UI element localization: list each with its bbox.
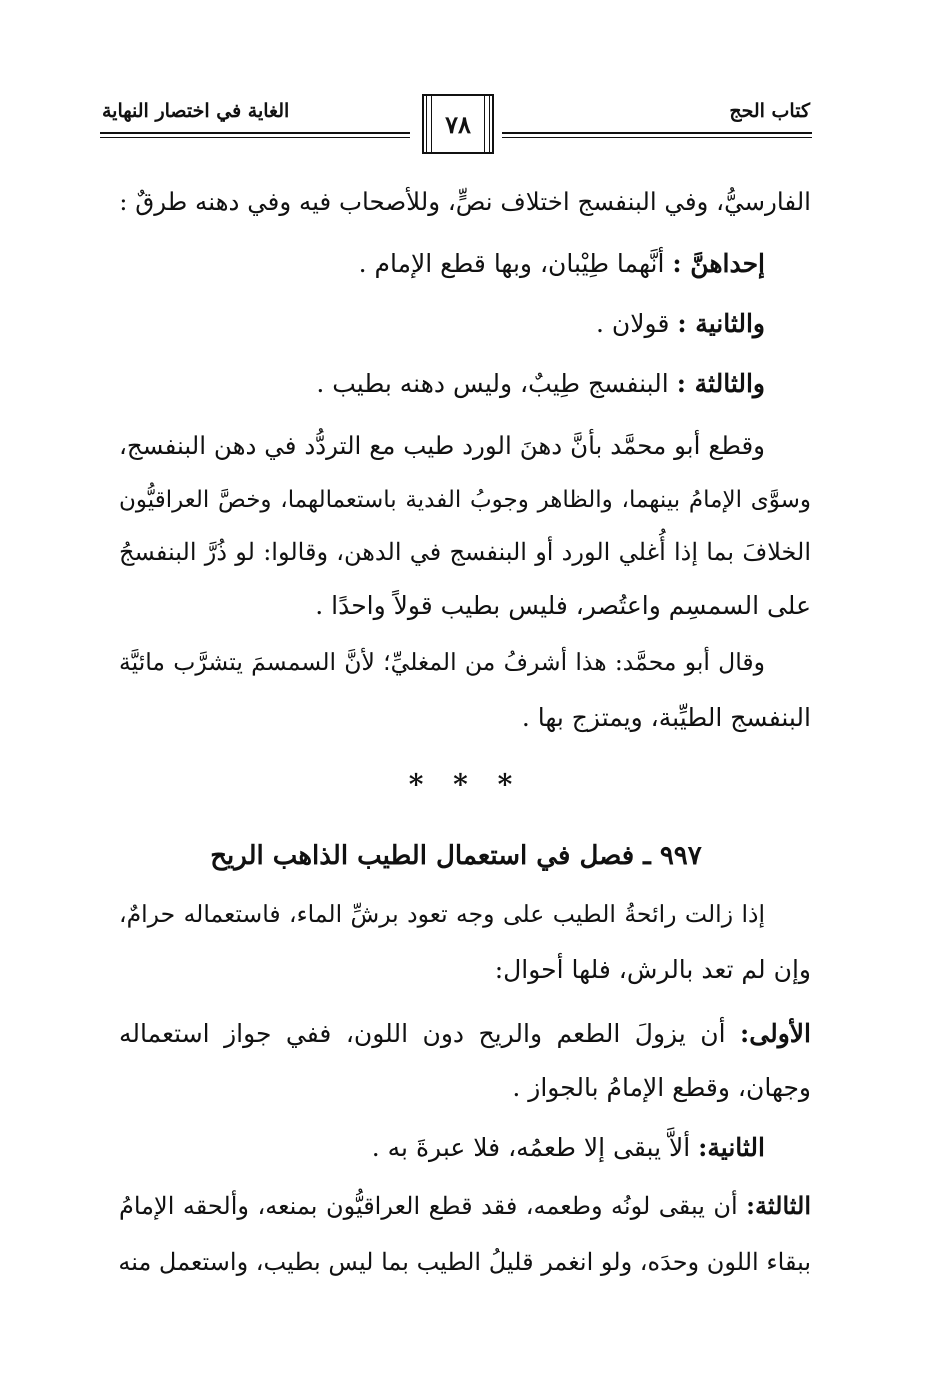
text-line: ببقاء اللون وحدَه، ولو انغمر قليلُ الطيب بما ليس بطيب، واستعمل منه bbox=[118, 1248, 811, 1276]
item-label: الثانية: bbox=[698, 1133, 765, 1162]
section-divider: * * * bbox=[408, 768, 523, 801]
page-number: ٧٨ bbox=[445, 110, 471, 139]
header-rule bbox=[100, 132, 410, 134]
item-text: البنفسج طِيبٌ، وليس دهنه بطيب . bbox=[316, 369, 677, 398]
text-line: الفارسيُّ، وفي البنفسج اختلاف نصٍّ، وللأصحاب فيه وفي دهنه طرقٌ : bbox=[119, 187, 811, 216]
header-rule bbox=[502, 132, 812, 134]
page-number-frame bbox=[422, 94, 494, 154]
text-line bbox=[119, 1128, 765, 1168]
item-text: أن يزولَ الطعم والريح دون اللون، ففي جواز استعماله bbox=[119, 1019, 741, 1048]
text-line: وإن لم تعد بالرش، فلها أحوال: bbox=[494, 955, 811, 984]
text-line bbox=[119, 304, 765, 344]
text-line: وقال أبو محمَّد: هذا أشرفُ من المغليِّ؛ لأنَّ السمسمَ يتشرَّب مائيَّة bbox=[119, 648, 765, 676]
text-line: الخلافَ بما إذا أُغلي الورد أو البنفسج في الدهن، وقالوا: لو ذُرَّ البنفسجُ bbox=[119, 538, 811, 566]
text-line: إذا زالت رائحةُ الطيب على وجه تعود برشِّ الماء، فاستعماله حرامٌ، bbox=[119, 900, 765, 928]
item-text: أنَّهما طِيْبان، وبها قطع الإمام . bbox=[358, 249, 673, 278]
text-line: وسوَّى الإمامُ بينهما، والظاهر وجوبُ الفدية باستعمالهما، وخصَّ العراقيُّون bbox=[119, 487, 811, 513]
item-text: ألاَّ يبقى إلا طعمُه، فلا عبرةَ به . bbox=[371, 1133, 699, 1162]
text-line bbox=[119, 1014, 811, 1054]
text-line bbox=[119, 244, 765, 284]
text-line bbox=[119, 1186, 811, 1226]
text-line: وقطع أبو محمَّد بأنَّ دهنَ الورد طيب مع التردُّد في دهن البنفسج، bbox=[119, 431, 765, 460]
item-label: والثالثة : bbox=[676, 369, 765, 398]
item-label: الأولى: bbox=[740, 1019, 811, 1048]
book-title: الغاية في اختصار النهاية bbox=[102, 100, 290, 122]
item-label: الثالثة: bbox=[746, 1191, 811, 1220]
section-heading: ٩٩٧ ـ فصل في استعمال الطيب الذاهب الريح bbox=[210, 841, 702, 871]
text-line bbox=[119, 364, 765, 404]
text-line: وجهان، وقطع الإمامُ بالجواز . bbox=[512, 1073, 811, 1102]
header-rule bbox=[100, 137, 410, 138]
book-section-title: كتاب الحج bbox=[729, 100, 810, 122]
item-label: والثانية : bbox=[677, 309, 765, 338]
text-line: البنفسج الطيِّبة، ويمتزج بها . bbox=[521, 703, 811, 732]
item-label: إحداهنَّ : bbox=[672, 249, 765, 278]
item-text: قولان . bbox=[596, 309, 678, 338]
header-rule bbox=[502, 137, 812, 138]
text-line: على السمسِم واعتُصر، فليس بطيب قولاً واحدًا . bbox=[315, 591, 811, 620]
item-text: أن يبقى لونُه وطعمه، فقد قطع العراقيُّون بمنعه، وألحقه الإمامُ bbox=[119, 1192, 747, 1220]
page-header bbox=[100, 92, 812, 156]
